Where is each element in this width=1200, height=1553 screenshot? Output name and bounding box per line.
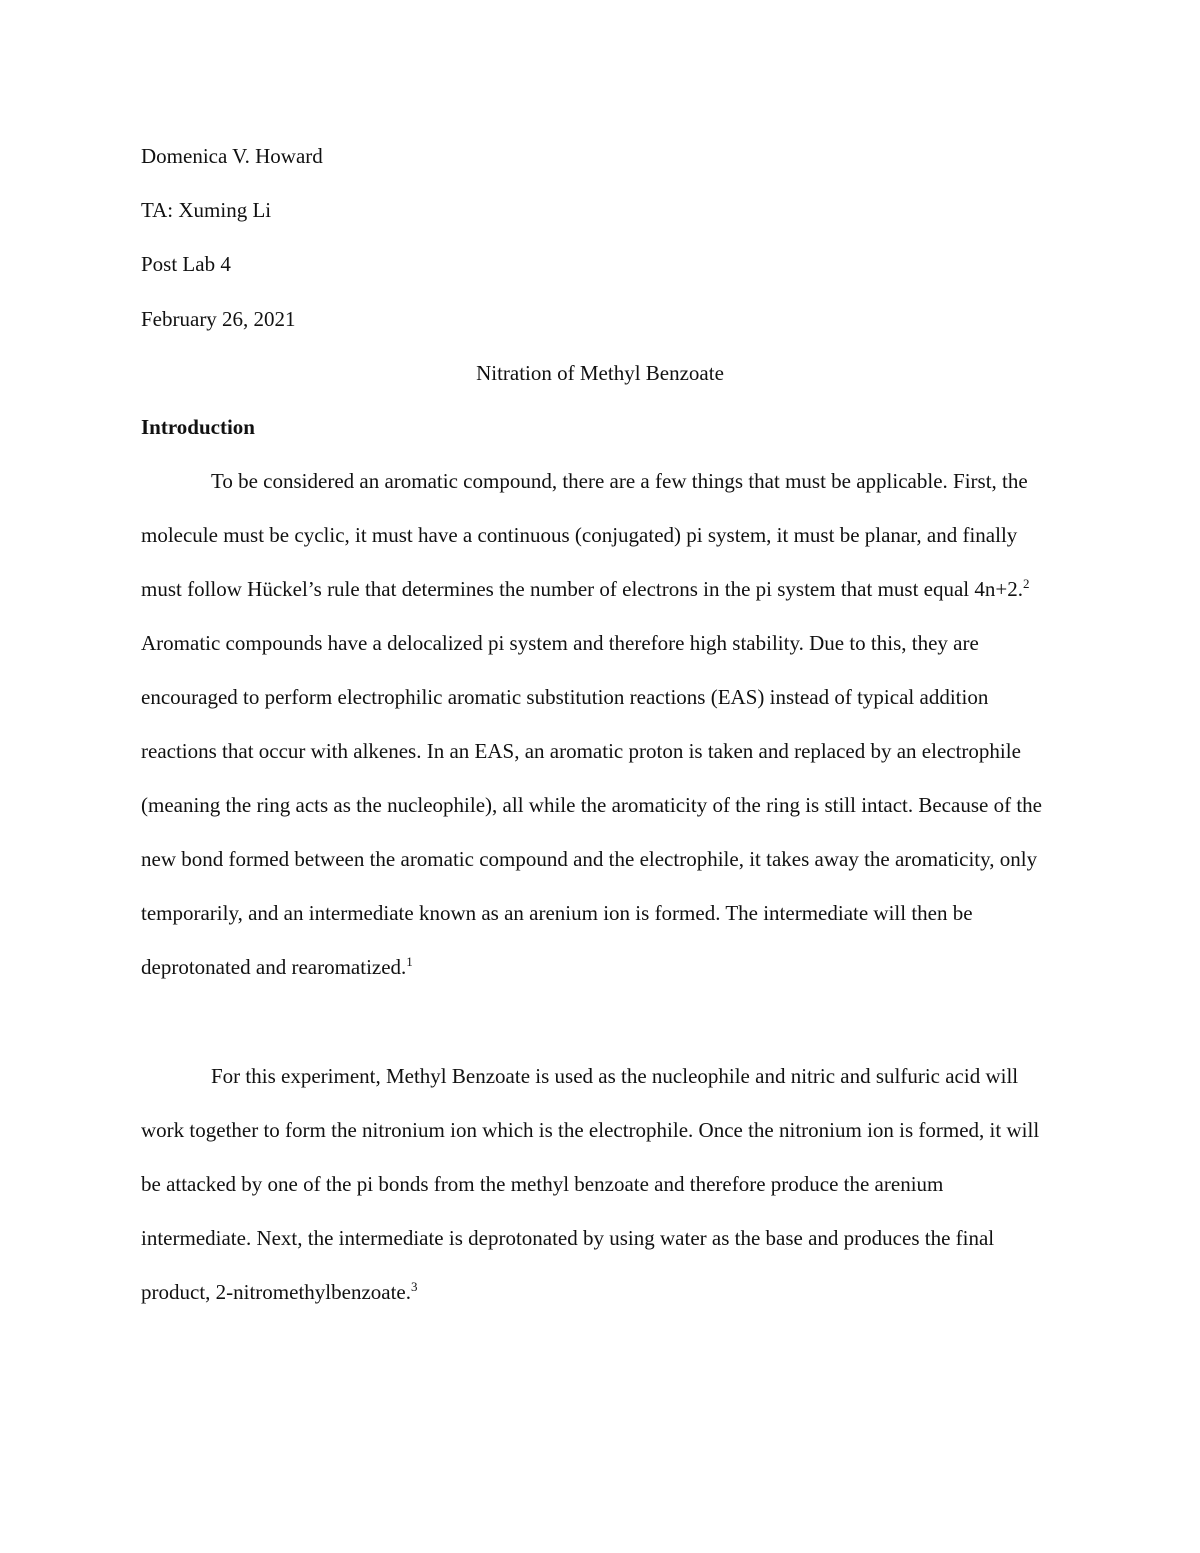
assignment-label: Post Lab 4 xyxy=(141,252,231,276)
intro-paragraph-1 xyxy=(141,454,1056,994)
ta-name: TA: Xuming Li xyxy=(141,198,272,222)
intro-paragraph-2 xyxy=(141,1049,1056,1319)
paragraph-1-text-a: To be considered an aromatic compound, there are a few things that must be applicable. First, the molecule must be cyclic, it must have a continuous (conjugated) pi system, it must be planar, and finally must follow Hückel’s rule that determines the number of electrons in the pi system that must equal 4n+2. xyxy=(141,469,1028,601)
section-heading-introduction: Introduction xyxy=(141,415,255,439)
citation-ref: 3 xyxy=(411,1279,418,1294)
paragraph-1-text-b: Aromatic compounds have a delocalized pi system and therefore high stability. Due to this, they are encouraged to perform electrophilic aromatic substitution reactions (EAS) instead of typical addition reactions that occur with alkenes. In an EAS, an aromatic proton is taken and replaced by an electrophile (meaning the ring acts as the nucleophile), all while the aromaticity of the ring is still intact. Because of the new bond formed between the aromatic compound and the electrophile, it takes away the aromaticity, only temporarily, and an intermediate known as an arenium ion is formed. The intermediate will then be deprotonated and rearomatized. xyxy=(141,631,1042,979)
author-name: Domenica V. Howard xyxy=(141,144,323,168)
paragraph-2-text: For this experiment, Methyl Benzoate is used as the nucleophile and nitric and sulfuric acid will work together to form the nitronium ion which is the electrophile. Once the nitronium ion is formed, it will be attacked by one of the pi bonds from the methyl benzoate and therefore produce the arenium intermediate. Next, the intermediate is deprotonated by using water as the base and produces the final product, 2-nitromethylbenzoate. xyxy=(141,1064,1040,1304)
document-date: February 26, 2021 xyxy=(141,307,296,331)
document-title: Nitration of Methyl Benzoate xyxy=(476,361,724,385)
citation-ref: 2 xyxy=(1023,576,1030,591)
citation-ref: 1 xyxy=(406,954,413,969)
